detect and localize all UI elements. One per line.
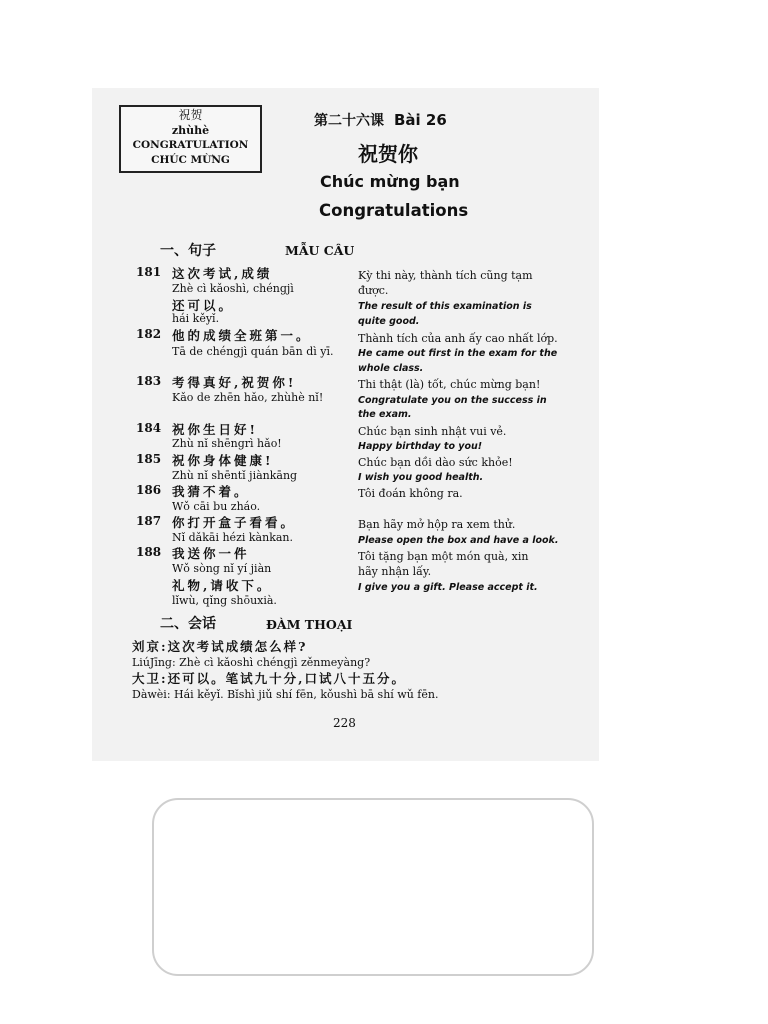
lesson-label-vn: Bài 26 <box>394 111 447 129</box>
sentence-hanzi: 考得真好,祝贺你! <box>172 375 297 390</box>
sentence-vietnamese: Chúc bạn dồi dào sức khỏe! <box>358 456 513 469</box>
sentence-vietnamese: Bạn hãy mở hộp ra xem thử. <box>358 518 516 531</box>
sentence-pinyin: Wǒ cāi bu zháo. <box>172 500 261 513</box>
sentence-vietnamese: Tôi đoán không ra. <box>358 487 463 500</box>
topic-english: CONGRATULATION <box>132 139 249 151</box>
topic-box <box>119 105 262 173</box>
lesson-label-cn: 第二十六课 <box>314 113 384 129</box>
sentence-number: 182 <box>136 327 162 341</box>
topic-pinyin: zhùhè <box>171 124 210 137</box>
sentence-english: I wish you good health. <box>358 472 484 483</box>
sentence-hanzi: 我送你一件 <box>172 546 250 561</box>
sentence-number: 183 <box>136 374 162 388</box>
page-number: 228 <box>333 716 356 730</box>
sentence-hanzi: 你打开盒子看看。 <box>172 515 297 530</box>
sentence-english: Happy birthday to you! <box>358 441 483 452</box>
dialogue-line-pinyin: LiúJīng: Zhè cì kǎoshì chéngjì zěnmeyàng? <box>132 656 371 669</box>
sentence-number: 185 <box>136 452 162 466</box>
section2-title-cn: 二、会话 <box>160 616 216 632</box>
sentence-hanzi-2: 还可以。 <box>172 298 235 313</box>
sentence-hanzi: 他的成绩全班第一。 <box>172 328 312 343</box>
sentence-english-2: whole class. <box>358 363 424 374</box>
sentence-english-2: quite good. <box>358 316 420 327</box>
dialogue-line-hanzi: 大卫:还可以。笔试九十分,口试八十五分。 <box>132 671 406 686</box>
lesson-label <box>314 110 447 130</box>
title-english: Congratulations <box>319 201 469 220</box>
topic-vietnamese: CHÚC MỪNG <box>151 154 230 166</box>
sentence-number: 186 <box>136 483 162 497</box>
sentence-vietnamese: Chúc bạn sinh nhật vui vẻ. <box>358 425 507 438</box>
sentence-hanzi: 这次考试,成绩 <box>172 266 273 281</box>
sentence-number: 181 <box>136 265 162 279</box>
sentence-number: 187 <box>136 514 162 528</box>
title-vietnamese: Chúc mừng bạn <box>320 172 460 191</box>
sentence-pinyin: Zhè cì kǎoshì, chéngjì <box>172 282 294 295</box>
sentence-pinyin-2: hái kěyǐ. <box>172 312 220 325</box>
section1-title-cn: 一、句子 <box>160 243 216 259</box>
title-chinese: 祝贺你 <box>358 142 418 166</box>
sentence-english: I give you a gift. Please accept it. <box>358 582 538 593</box>
sentence-vietnamese: Thành tích của anh ấy cao nhất lớp. <box>358 332 558 345</box>
section2-title-vn: ĐÀM THOẠI <box>266 617 353 632</box>
sentence-pinyin-2: lǐwù, qǐng shōuxià. <box>172 594 277 607</box>
topic-chinese: 祝贺 <box>178 108 203 122</box>
sentence-hanzi: 祝你生日好! <box>172 422 258 437</box>
sentence-hanzi-2: 礼物,请收下。 <box>172 578 273 593</box>
sentence-pinyin: Kǎo de zhēn hǎo, zhùhè nǐ! <box>172 391 324 404</box>
dialogue-line-hanzi: 刘京:这次考试成绩怎么样? <box>132 639 308 654</box>
sentence-number: 188 <box>136 545 162 559</box>
sentence-vietnamese-2: hãy nhận lấy. <box>358 565 432 578</box>
sentence-english: Congratulate you on the success in <box>358 395 547 406</box>
sentence-pinyin: Wǒ sòng nǐ yí jiàn <box>172 562 272 575</box>
sentence-number: 184 <box>136 421 162 435</box>
sentence-vietnamese-2: được. <box>358 284 389 297</box>
sentence-vietnamese: Kỳ thi này, thành tích cũng tạm <box>358 269 533 282</box>
dialogue-line-pinyin: Dàwèi: Hái kěyǐ. Bǐshì jiǔ shí fēn, kǒushì bā shí wǔ fēn. <box>132 688 439 701</box>
sentence-hanzi: 祝你身体健康! <box>172 453 274 468</box>
section1-title-vn: MẪU CÂU <box>285 243 355 258</box>
sentence-english: He came out first in the exam for the <box>358 348 558 359</box>
sentence-english: Please open the box and have a look. <box>358 535 559 546</box>
sentence-english: The result of this examination is <box>358 301 532 312</box>
sentence-english-2: the exam. <box>358 409 412 420</box>
sentence-vietnamese: Thi thật (là) tốt, chúc mừng bạn! <box>358 378 541 391</box>
sentence-pinyin: Nǐ dǎkāi hézi kànkan. <box>172 531 293 544</box>
sentence-pinyin: Zhù nǐ shēngrì hǎo! <box>172 437 282 450</box>
sentence-hanzi: 我猜不着。 <box>172 484 250 499</box>
answer-box <box>152 798 594 976</box>
sentence-pinyin: Tā de chéngjì quán bān dì yī. <box>172 345 334 358</box>
sentence-pinyin: Zhù nǐ shēntǐ jiànkāng <box>172 469 298 482</box>
sentence-vietnamese: Tôi tặng bạn một món quà, xin <box>358 550 529 563</box>
